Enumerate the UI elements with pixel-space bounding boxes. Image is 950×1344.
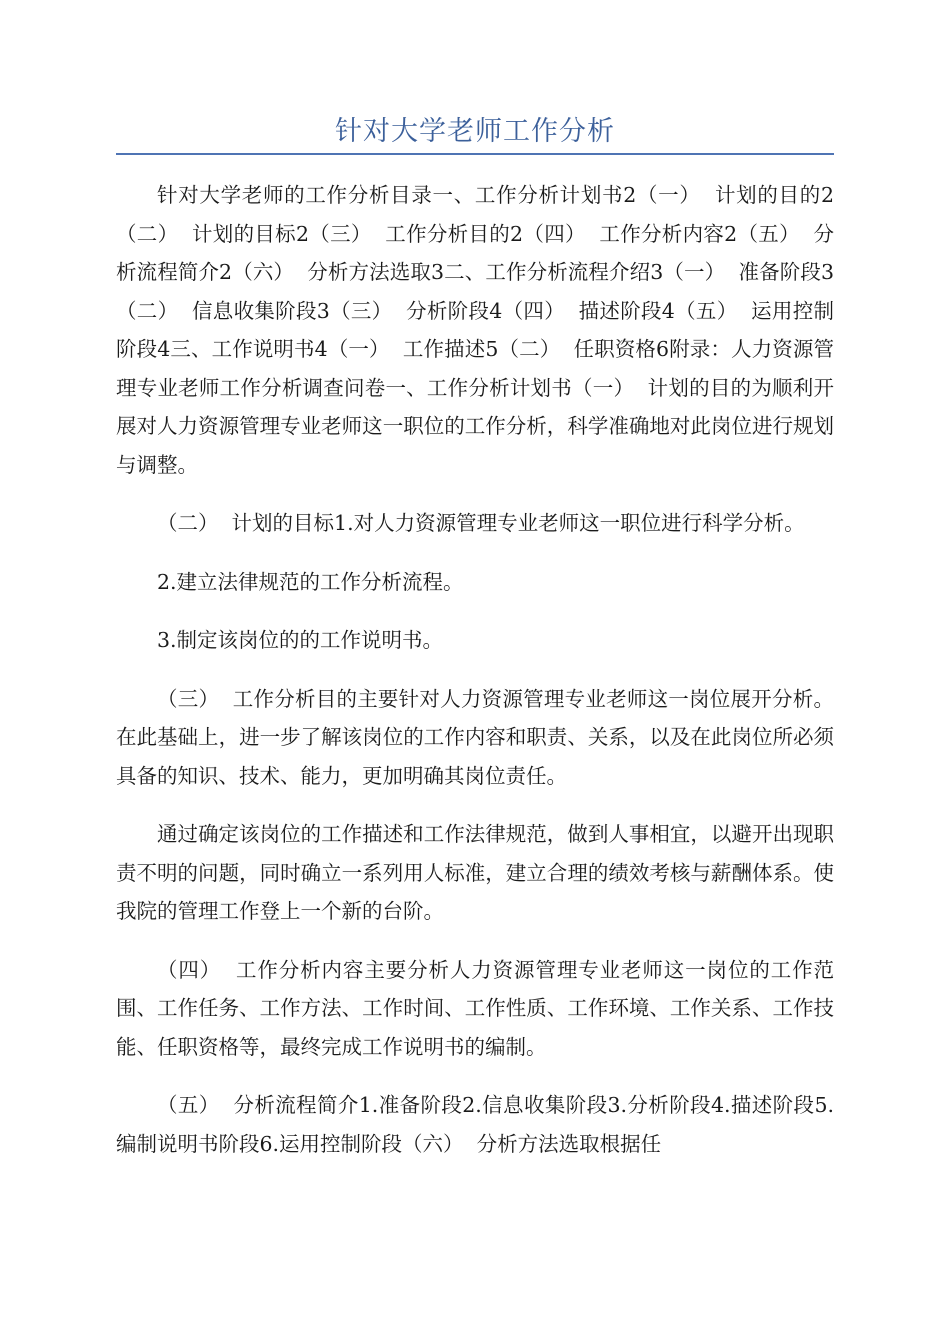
paragraph-analysis-purpose: （三） 工作分析目的主要针对人力资源管理专业老师这一岗位展开分析。在此基础上，进一步了解该岗位的工作内容和职责、关系，以及在此岗位所必须具备的知识、技术、能力，更加明确其岗位责任。 <box>116 686 834 788</box>
document-title: 针对大学老师工作分析 <box>335 116 615 147</box>
title-underline <box>116 153 834 155</box>
title-container <box>116 112 834 152</box>
paragraph-job-description-purpose: 通过确定该岗位的工作描述和工作法律规范，做到人事相宜，以避开出现职责不明的问题，同时确立一系列用人标准，建立合理的绩效考核与薪酬体系。使我院的管理工作登上一个新的台阶。 <box>116 822 834 923</box>
paragraph-goal-2: 2.建立法律规范的工作分析流程。 <box>157 569 464 594</box>
paragraph-plan-goals: （二） 计划的目标1.对人力资源管理专业老师这一职位进行科学分析。 <box>157 511 805 535</box>
paragraph-process-overview: （五） 分析流程简介1.准备阶段2.信息收集阶段3.分析阶段4.描述阶段5.编制说明书阶段6.运用控制阶段（六） 分析方法选取根据任 <box>116 1093 834 1156</box>
paragraph-table-of-contents: 针对大学老师的工作分析目录一、工作分析计划书2（一） 计划的目的2（二） 计划的目标2（三） 工作分析目的2（四） 工作分析内容2（五） 分析流程简介2（六） 分析方法选取3二、工作分析流程介绍3（一） 准备阶段3（二） 信息收集阶段3（三） 分析阶段4（四） 描述阶段4（五） 运用控制阶段4三、工作说明书4（一） 工作描述5（二） 任职资格6附录：人力资源管理专业老师工作分析调查问卷一、工作分析计划书（一） 计划的目的为顺利开展对人力资源管理专业老师这一职位的工作分析，科学准确地对此岗位进行规划与调整。 <box>116 183 834 477</box>
document-body <box>116 176 834 1183</box>
paragraph-analysis-content: （四） 工作分析内容主要分析人力资源管理专业老师这一岗位的工作范围、工作任务、工作方法、工作时间、工作性质、工作环境、工作关系、工作技能、任职资格等，最终完成工作说明书的编制。 <box>116 957 834 1059</box>
paragraph-goal-3: 3.制定该岗位的的工作说明书。 <box>157 628 444 652</box>
